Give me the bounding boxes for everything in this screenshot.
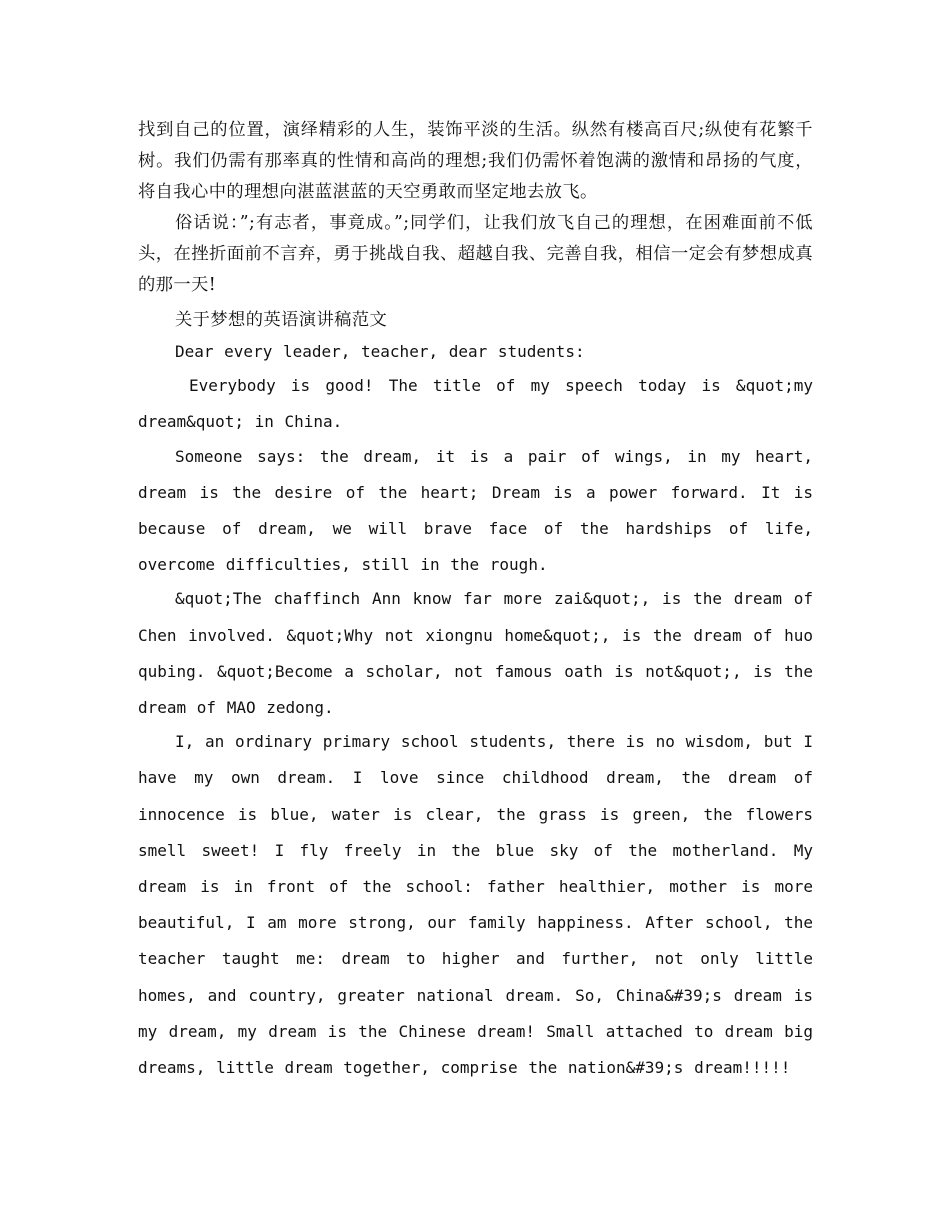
paragraph-en-1: Everybody is good! The title of my speech today is &quot;my dream&quot; in China.: [138, 376, 813, 432]
salutation: Dear every leader, teacher, dear students:: [175, 342, 585, 361]
paragraph-en-3: &quot;The chaffinch Ann know far more zai&quot;, is the dream of Chen involved. &quot;Why not xiongnu home&quot;, is the dream of huo qubing. &quot;Become a scholar, not famous oath is not&quot;, is the dream of MAO zedong.: [138, 589, 813, 718]
paragraph-en-2: Someone says: the dream, it is a pair of wings, in my heart, dream is the desire of the heart; Dream is a power forward. It is because of dream, we will brave face of the hardships of life, overcome difficulties, still in the rough.: [138, 446, 813, 575]
paragraph-en-4: I, an ordinary primary school students, there is no wisdom, but I have my own dream. I love since childhood dream, the dream of innocence is blue, water is clear, the grass is green, the flowers smell sweet! I fly freely in the blue sky of the motherland. My dream is in front of the school: father healthier, mother is more beautiful, I am more strong, our family happiness. After school, the teacher taught me: dream to higher and further, not only little homes, and country, greater national dream. So, China&#39;s dream is my dream, my dream is the Chinese dream! Small attached to dream big dreams, little dream together, comprise the nation&#39;s dream!!!!!: [138, 732, 813, 1078]
speech-heading: 关于梦想的英语演讲稿范文: [175, 310, 388, 330]
paragraph-zh-2: 俗话说：”;有志者，事竟成。”;同学们，让我们放飞自己的理想，在困难面前不低头，在挫折面前不言弃，勇于挑战自我、超越自我、完善自我，相信一定会有梦想成真的那一天!: [138, 213, 813, 295]
paragraph-zh-1: 找到自己的位置，演绎精彩的人生，装饰平淡的生活。纵然有楼高百尺;纵使有花繁千树。我们仍需有那率真的性情和高尚的理想;我们仍需怀着饱满的激情和昂扬的气度，将自我心中的理想向湛蓝湛蓝的天空勇敢而坚定地去放飞。: [138, 120, 813, 202]
document-body: [138, 115, 813, 1086]
